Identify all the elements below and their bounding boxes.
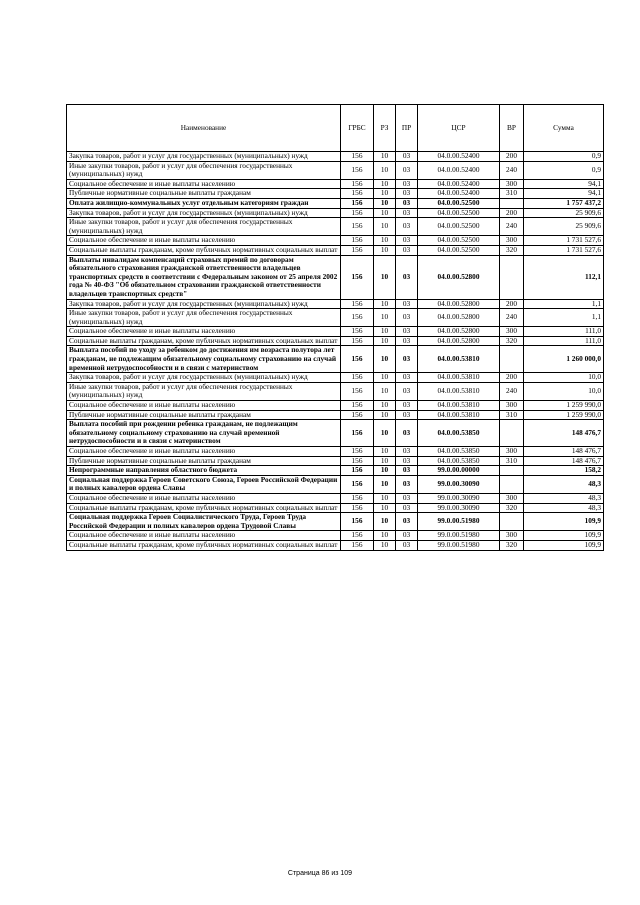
cell-pr: 03 — [396, 189, 418, 199]
cell-grbs: 156 — [341, 152, 374, 162]
table-header-row — [67, 105, 604, 152]
table-row — [67, 152, 604, 162]
cell-rz: 10 — [374, 540, 396, 550]
cell-sum: 111,0 — [524, 336, 604, 346]
cell-grbs: 156 — [341, 503, 374, 513]
cell-sum: 111,0 — [524, 327, 604, 337]
cell-sum: 148 476,7 — [524, 447, 604, 457]
cell-sum: 148 476,7 — [524, 420, 604, 447]
cell-rz: 10 — [374, 493, 396, 503]
cell-vr: 320 — [500, 503, 524, 513]
cell-rz: 10 — [374, 456, 396, 466]
cell-vr: 200 — [500, 152, 524, 162]
cell-pr: 03 — [396, 245, 418, 255]
cell-name: Социальное обеспечение и иные выплаты населению — [67, 531, 341, 541]
cell-grbs: 156 — [341, 447, 374, 457]
cell-csr: 04.0.00.52500 — [418, 236, 500, 246]
cell-vr: 240 — [500, 218, 524, 236]
cell-sum: 109,9 — [524, 531, 604, 541]
cell-pr: 03 — [396, 382, 418, 400]
cell-csr: 04.0.00.52800 — [418, 299, 500, 309]
cell-grbs: 156 — [341, 401, 374, 411]
cell-pr: 03 — [396, 513, 418, 531]
cell-pr: 03 — [396, 466, 418, 476]
table-row — [67, 540, 604, 550]
cell-grbs: 156 — [341, 420, 374, 447]
table-row — [67, 218, 604, 236]
header-name: Наименование — [67, 105, 341, 152]
cell-csr: 04.0.00.52500 — [418, 245, 500, 255]
cell-grbs: 156 — [341, 198, 374, 208]
cell-csr: 04.0.00.52800 — [418, 255, 500, 299]
cell-sum: 1,1 — [524, 309, 604, 327]
cell-pr: 03 — [396, 309, 418, 327]
cell-name: Социальная поддержка Героев Социалистического Труда, Героев Труда Российской Федерации и полных кавалеров ордена Трудовой Славы — [67, 513, 341, 531]
table-row — [67, 382, 604, 400]
cell-sum: 10,0 — [524, 373, 604, 383]
cell-vr — [500, 466, 524, 476]
table-row — [67, 161, 604, 179]
cell-sum: 1 259 990,0 — [524, 410, 604, 420]
cell-name: Социальное обеспечение и иные выплаты населению — [67, 179, 341, 189]
cell-csr: 04.0.00.53810 — [418, 373, 500, 383]
cell-name: Социальные выплаты гражданам, кроме публичных нормативных социальных выплат — [67, 540, 341, 550]
cell-sum: 158,2 — [524, 466, 604, 476]
cell-vr — [500, 513, 524, 531]
cell-grbs: 156 — [341, 456, 374, 466]
cell-csr: 04.0.00.53810 — [418, 382, 500, 400]
cell-grbs: 156 — [341, 493, 374, 503]
cell-rz: 10 — [374, 401, 396, 411]
cell-csr: 04.0.00.53850 — [418, 447, 500, 457]
cell-vr: 300 — [500, 236, 524, 246]
cell-vr: 320 — [500, 540, 524, 550]
cell-name: Социальное обеспечение и иные выплаты населению — [67, 236, 341, 246]
table-row — [67, 466, 604, 476]
cell-grbs: 156 — [341, 179, 374, 189]
cell-rz: 10 — [374, 236, 396, 246]
cell-grbs: 156 — [341, 236, 374, 246]
cell-grbs: 156 — [341, 245, 374, 255]
budget-table — [66, 104, 604, 551]
cell-name: Выплата пособий по уходу за ребенком до достижения им возраста полутора лет гражданам, не подлежащим обязательному социальному страхованию на случай временной нетрудоспособности и в связи с материнством — [67, 346, 341, 373]
cell-grbs: 156 — [341, 336, 374, 346]
cell-pr: 03 — [396, 152, 418, 162]
cell-pr: 03 — [396, 540, 418, 550]
cell-name: Выплаты инвалидам компенсаций страховых премий по договорам обязательного страхования гражданской ответственности владельцев транспортных средств в соответствии с Федеральным законом от 25 апреля 2002 года № 40-ФЗ "Об обязательном страховании гражданской ответственности владельцев транспортных средств" — [67, 255, 341, 299]
cell-name: Социальная поддержка Героев Советского Союза, Героев Российской Федерации и полных кавалеров ордена Славы — [67, 475, 341, 493]
cell-sum: 0,9 — [524, 152, 604, 162]
cell-name: Социальные выплаты гражданам, кроме публичных нормативных социальных выплат — [67, 503, 341, 513]
page-number: Страница 86 из 109 — [287, 870, 353, 877]
cell-pr: 03 — [396, 420, 418, 447]
cell-rz: 10 — [374, 382, 396, 400]
cell-name: Закупка товаров, работ и услуг для государственных (муниципальных) нужд — [67, 208, 341, 218]
cell-grbs: 156 — [341, 382, 374, 400]
cell-sum: 1 259 990,0 — [524, 401, 604, 411]
cell-rz: 10 — [374, 208, 396, 218]
cell-vr: 310 — [500, 189, 524, 199]
cell-rz: 10 — [374, 179, 396, 189]
cell-grbs: 156 — [341, 309, 374, 327]
header-csr: ЦСР — [418, 105, 500, 152]
table-row — [67, 189, 604, 199]
cell-name: Социальные выплаты гражданам, кроме публичных нормативных социальных выплат — [67, 336, 341, 346]
cell-sum: 1 731 527,6 — [524, 245, 604, 255]
cell-name: Закупка товаров, работ и услуг для государственных (муниципальных) нужд — [67, 152, 341, 162]
cell-rz: 10 — [374, 161, 396, 179]
cell-pr: 03 — [396, 373, 418, 383]
cell-grbs: 156 — [341, 466, 374, 476]
cell-sum: 1,1 — [524, 299, 604, 309]
table-row — [67, 208, 604, 218]
cell-grbs: 156 — [341, 189, 374, 199]
cell-name: Социальное обеспечение и иные выплаты населению — [67, 447, 341, 457]
cell-name: Выплата пособий при рождении ребенка гражданам, не подлежащим обязательному социальному страхованию на случай временной нетрудоспособности и в связи с материнством — [67, 420, 341, 447]
cell-vr: 240 — [500, 382, 524, 400]
cell-csr: 99.0.00.30090 — [418, 493, 500, 503]
cell-csr: 04.0.00.53810 — [418, 401, 500, 411]
cell-sum: 1 731 527,6 — [524, 236, 604, 246]
cell-sum: 1 757 437,2 — [524, 198, 604, 208]
cell-csr: 04.0.00.53810 — [418, 346, 500, 373]
cell-rz: 10 — [374, 327, 396, 337]
cell-vr — [500, 346, 524, 373]
cell-vr: 240 — [500, 161, 524, 179]
cell-csr: 99.0.00.30090 — [418, 475, 500, 493]
table-row — [67, 513, 604, 531]
cell-name: Иные закупки товаров, работ и услуг для обеспечения государственных (муниципальных) нужд — [67, 382, 341, 400]
cell-pr: 03 — [396, 299, 418, 309]
cell-csr: 04.0.00.52400 — [418, 161, 500, 179]
cell-name: Иные закупки товаров, работ и услуг для обеспечения государственных (муниципальных) нужд — [67, 218, 341, 236]
cell-csr: 04.0.00.52400 — [418, 152, 500, 162]
cell-name: Социальное обеспечение и иные выплаты населению — [67, 493, 341, 503]
cell-pr: 03 — [396, 161, 418, 179]
cell-vr: 300 — [500, 327, 524, 337]
cell-sum: 94,1 — [524, 189, 604, 199]
cell-grbs: 156 — [341, 299, 374, 309]
cell-name: Непрограммные направления областного бюджета — [67, 466, 341, 476]
cell-pr: 03 — [396, 475, 418, 493]
cell-name: Социальное обеспечение и иные выплаты населению — [67, 327, 341, 337]
cell-sum: 94,1 — [524, 179, 604, 189]
cell-pr: 03 — [396, 346, 418, 373]
cell-csr: 04.0.00.52500 — [418, 208, 500, 218]
cell-name: Иные закупки товаров, работ и услуг для обеспечения государственных (муниципальных) нужд — [67, 161, 341, 179]
cell-sum: 48,3 — [524, 503, 604, 513]
table-row — [67, 447, 604, 457]
cell-csr: 04.0.00.52400 — [418, 189, 500, 199]
cell-grbs: 156 — [341, 218, 374, 236]
cell-vr: 320 — [500, 245, 524, 255]
cell-sum: 0,9 — [524, 161, 604, 179]
cell-name: Закупка товаров, работ и услуг для государственных (муниципальных) нужд — [67, 373, 341, 383]
table-row — [67, 401, 604, 411]
cell-vr: 300 — [500, 493, 524, 503]
cell-csr: 99.0.00.30090 — [418, 503, 500, 513]
cell-csr: 04.0.00.52800 — [418, 327, 500, 337]
cell-csr: 04.0.00.53850 — [418, 456, 500, 466]
cell-csr: 99.0.00.51980 — [418, 531, 500, 541]
cell-sum: 25 909,6 — [524, 208, 604, 218]
cell-vr: 310 — [500, 410, 524, 420]
table-row — [67, 236, 604, 246]
cell-sum: 109,9 — [524, 513, 604, 531]
cell-sum: 112,1 — [524, 255, 604, 299]
header-grbs: ГРБС — [341, 105, 374, 152]
table-row — [67, 346, 604, 373]
table-row — [67, 475, 604, 493]
cell-sum: 109,9 — [524, 540, 604, 550]
cell-rz: 10 — [374, 373, 396, 383]
cell-name: Оплата жилищно-коммунальных услуг отдельным категориям граждан — [67, 198, 341, 208]
cell-rz: 10 — [374, 152, 396, 162]
cell-vr — [500, 198, 524, 208]
cell-csr: 04.0.00.52400 — [418, 179, 500, 189]
cell-grbs: 156 — [341, 208, 374, 218]
cell-sum: 25 909,6 — [524, 218, 604, 236]
cell-pr: 03 — [396, 410, 418, 420]
cell-rz: 10 — [374, 299, 396, 309]
cell-rz: 10 — [374, 503, 396, 513]
cell-rz: 10 — [374, 245, 396, 255]
cell-grbs: 156 — [341, 327, 374, 337]
cell-name: Социальное обеспечение и иные выплаты населению — [67, 401, 341, 411]
cell-rz: 10 — [374, 447, 396, 457]
cell-grbs: 156 — [341, 410, 374, 420]
cell-sum: 148 476,7 — [524, 456, 604, 466]
cell-csr: 04.0.00.53810 — [418, 410, 500, 420]
cell-vr: 300 — [500, 531, 524, 541]
cell-name: Закупка товаров, работ и услуг для государственных (муниципальных) нужд — [67, 299, 341, 309]
cell-pr: 03 — [396, 208, 418, 218]
cell-csr: 99.0.00.00000 — [418, 466, 500, 476]
cell-vr: 200 — [500, 373, 524, 383]
cell-grbs: 156 — [341, 373, 374, 383]
cell-pr: 03 — [396, 236, 418, 246]
cell-grbs: 156 — [341, 475, 374, 493]
cell-csr: 04.0.00.52500 — [418, 218, 500, 236]
table-row — [67, 299, 604, 309]
cell-rz: 10 — [374, 336, 396, 346]
cell-rz: 10 — [374, 513, 396, 531]
cell-grbs: 156 — [341, 513, 374, 531]
cell-rz: 10 — [374, 475, 396, 493]
cell-pr: 03 — [396, 179, 418, 189]
cell-vr: 310 — [500, 456, 524, 466]
cell-vr: 200 — [500, 208, 524, 218]
cell-pr: 03 — [396, 493, 418, 503]
cell-name: Социальные выплаты гражданам, кроме публичных нормативных социальных выплат — [67, 245, 341, 255]
cell-rz: 10 — [374, 531, 396, 541]
table-row — [67, 493, 604, 503]
cell-pr: 03 — [396, 456, 418, 466]
table-row — [67, 245, 604, 255]
cell-csr: 04.0.00.52800 — [418, 336, 500, 346]
cell-sum: 10,0 — [524, 382, 604, 400]
cell-grbs: 156 — [341, 255, 374, 299]
cell-sum: 48,3 — [524, 493, 604, 503]
header-rz: РЗ — [374, 105, 396, 152]
cell-vr — [500, 420, 524, 447]
table-row — [67, 373, 604, 383]
cell-csr: 99.0.00.51980 — [418, 540, 500, 550]
cell-pr: 03 — [396, 327, 418, 337]
cell-rz: 10 — [374, 466, 396, 476]
table-row — [67, 179, 604, 189]
cell-rz: 10 — [374, 410, 396, 420]
cell-pr: 03 — [396, 401, 418, 411]
table-row — [67, 420, 604, 447]
cell-pr: 03 — [396, 336, 418, 346]
header-vr: ВР — [500, 105, 524, 152]
cell-vr: 300 — [500, 179, 524, 189]
cell-csr: 04.0.00.52800 — [418, 309, 500, 327]
cell-pr: 03 — [396, 218, 418, 236]
cell-name: Публичные нормативные социальные выплаты гражданам — [67, 410, 341, 420]
table-row — [67, 255, 604, 299]
cell-rz: 10 — [374, 218, 396, 236]
cell-name: Публичные нормативные социальные выплаты гражданам — [67, 189, 341, 199]
cell-grbs: 156 — [341, 161, 374, 179]
header-sum: Сумма — [524, 105, 604, 152]
cell-rz: 10 — [374, 255, 396, 299]
cell-csr: 04.0.00.52500 — [418, 198, 500, 208]
cell-vr — [500, 475, 524, 493]
cell-pr: 03 — [396, 503, 418, 513]
cell-rz: 10 — [374, 346, 396, 373]
cell-csr: 04.0.00.53850 — [418, 420, 500, 447]
cell-rz: 10 — [374, 309, 396, 327]
cell-pr: 03 — [396, 531, 418, 541]
cell-grbs: 156 — [341, 540, 374, 550]
cell-name: Иные закупки товаров, работ и услуг для обеспечения государственных (муниципальных) нужд — [67, 309, 341, 327]
table-row — [67, 410, 604, 420]
cell-rz: 10 — [374, 189, 396, 199]
cell-vr: 320 — [500, 336, 524, 346]
cell-grbs: 156 — [341, 346, 374, 373]
cell-pr: 03 — [396, 198, 418, 208]
table-row — [67, 456, 604, 466]
cell-csr: 99.0.00.51980 — [418, 513, 500, 531]
header-pr: ПР — [396, 105, 418, 152]
cell-vr: 240 — [500, 309, 524, 327]
table-row — [67, 327, 604, 337]
cell-rz: 10 — [374, 198, 396, 208]
cell-vr — [500, 255, 524, 299]
cell-name: Публичные нормативные социальные выплаты гражданам — [67, 456, 341, 466]
table-row — [67, 531, 604, 541]
cell-grbs: 156 — [341, 531, 374, 541]
cell-vr: 300 — [500, 401, 524, 411]
cell-pr: 03 — [396, 447, 418, 457]
table-row — [67, 309, 604, 327]
cell-vr: 200 — [500, 299, 524, 309]
cell-pr: 03 — [396, 255, 418, 299]
table-row — [67, 336, 604, 346]
cell-rz: 10 — [374, 420, 396, 447]
cell-vr: 300 — [500, 447, 524, 457]
cell-sum: 1 260 000,0 — [524, 346, 604, 373]
cell-sum: 48,3 — [524, 475, 604, 493]
table-row — [67, 503, 604, 513]
table-row — [67, 198, 604, 208]
